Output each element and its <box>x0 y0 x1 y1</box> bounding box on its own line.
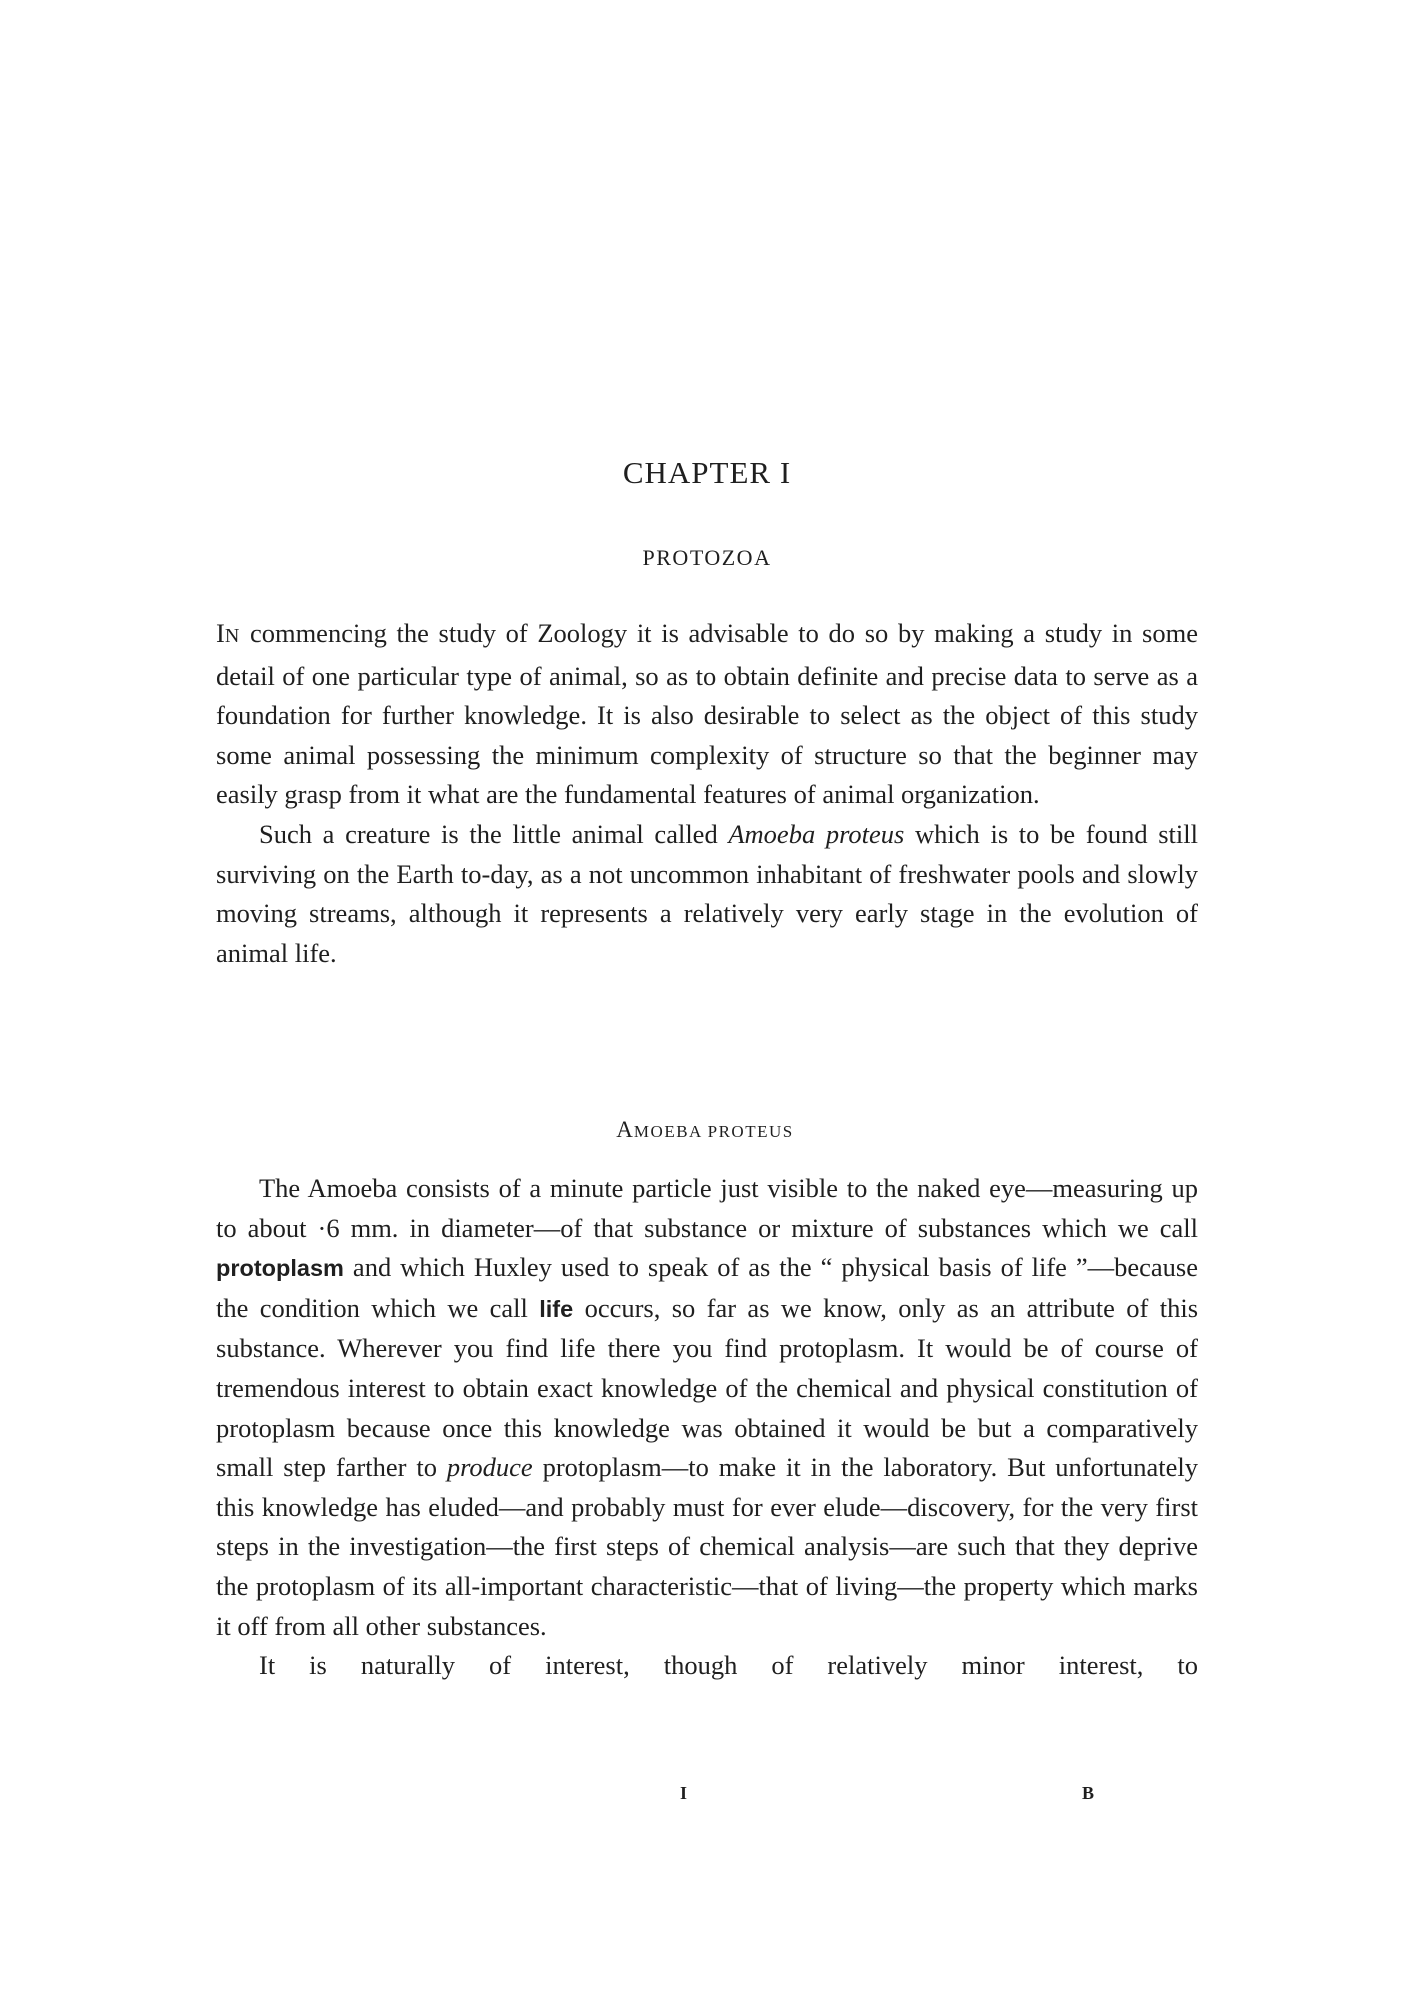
section-paragraph-2 <box>216 1646 1198 1686</box>
signature-mark: B <box>1082 1783 1095 1803</box>
section-paragraph-2-text: It is naturally of interest, though of relatively minor interest, to <box>259 1650 1198 1681</box>
section-heading <box>0 1117 1404 1143</box>
chapter-title: PROTOZOA <box>642 545 772 570</box>
section-paragraph-1-part-2: and which Huxley used to speak of as the “ physical basis of life ”—because the condition which we call <box>216 1252 1198 1323</box>
dropcap-rest: N <box>224 625 241 647</box>
dropcap-initial: I <box>216 618 225 648</box>
intro-paragraph-1-text: commencing the study of Zoology it is advisable to do so by making a study in some detail of one particular type of animal, so as to obtain definite and precise data to serve as a foundation for further knowledge. It is also desirable to select as the object of this study some animal possessing the minimum complexity of structure so that the beginner may easily grasp from it what are the fundamental features of animal organization. <box>216 618 1198 810</box>
chapter-heading: CHAPTER I <box>622 455 792 490</box>
intro-text <box>216 614 1198 973</box>
species-name: Amoeba proteus <box>728 818 905 849</box>
intro-paragraph-2-after: which is to be found still surviving on the Earth to-day, as a not uncommon inhabitant of freshwater pools and slowly moving streams, although it represents a relatively very early stage in the evolution of animal life. <box>216 818 1198 968</box>
intro-paragraph-2-before: Such a creature is the little animal called <box>259 818 729 849</box>
page-number: I <box>680 1783 688 1803</box>
intro-paragraph-1 <box>216 614 1198 815</box>
section-heading-rest: MOEBA PROTEUS <box>633 1122 794 1141</box>
section-paragraph-1-part-1: The Amoeba consists of a minute particle just visible to the naked eye—measuring up to about ·6 mm. in diameter—of that substance or mixture of substances which we call <box>216 1173 1198 1243</box>
section-paragraph-1 <box>216 1169 1198 1646</box>
emphasis-produce: produce <box>446 1452 533 1483</box>
term-protoplasm: protoplasm <box>216 1255 344 1282</box>
section-text <box>216 1169 1198 1686</box>
intro-paragraph-2 <box>216 815 1198 973</box>
section-paragraph-1-part-3: occurs, so far as we know, only as an attribute of this substance. Wherever you find life there you find protoplasm. It would be of course of tremendous interest to obtain exact knowledge of the chemical and physical constitution of protoplasm because once this knowledge was obtained it would be but a comparatively small step farther to <box>216 1292 1199 1483</box>
section-paragraph-1-part-4: protoplasm—to make it in the laboratory. But unfortunately this knowledge has eluded—and probably must for ever elude—discovery, for the very first steps in the investigation—the first steps of chemical analysis—are such that they deprive the protoplasm of its all-important characteristic—that of living—the property which marks it off from all other substances. <box>216 1452 1198 1641</box>
section-heading-initial: A <box>616 1117 634 1142</box>
term-life: life <box>539 1295 574 1322</box>
